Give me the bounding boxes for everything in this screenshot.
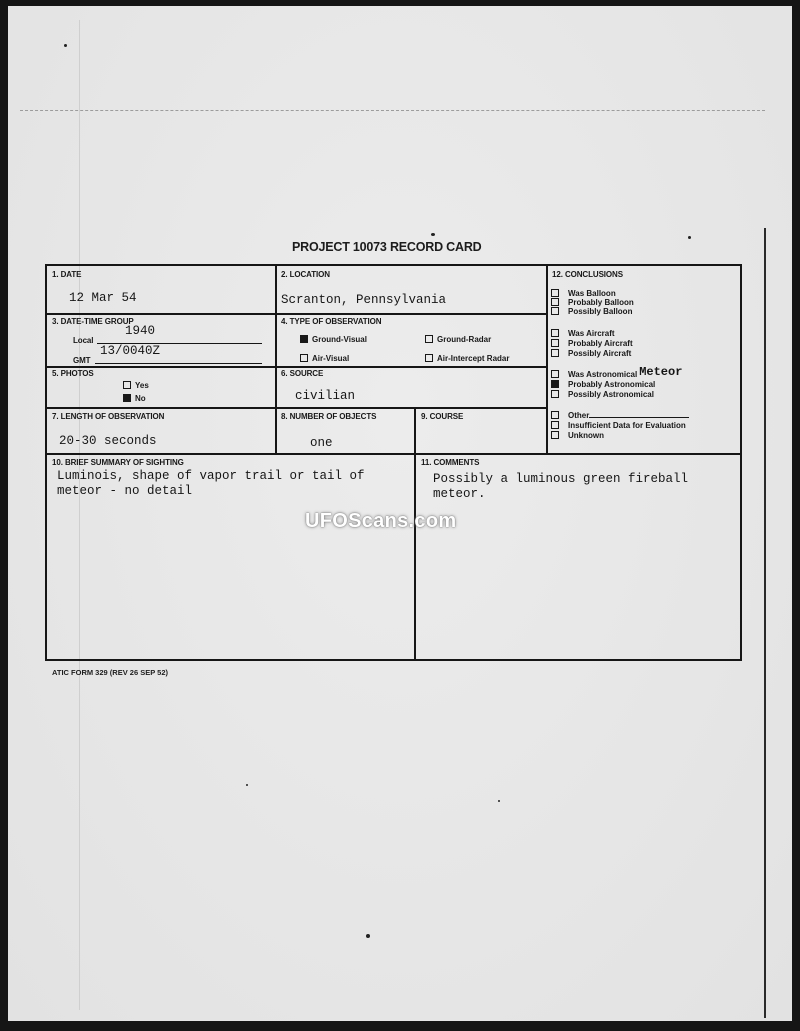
scan-speck (688, 236, 691, 239)
checkbox-icon (123, 381, 131, 389)
dtg-local-label: Local (73, 336, 94, 345)
option-air-visual: Air-Visual (300, 354, 349, 363)
summary-line-1: Luminois, shape of vapor trail or tail of (57, 469, 365, 483)
comments-line-1: Possibly a luminous green fireball (433, 472, 689, 486)
scan-speck (498, 800, 500, 802)
conclusion-probably-astronomical: Probably Astronomical (551, 380, 655, 389)
watermark: UFOScans.com (305, 510, 457, 532)
checkbox-icon (300, 354, 308, 362)
photos-label: 5. PHOTOS (52, 369, 94, 378)
comments-line-2: meteor. (433, 487, 486, 501)
checkbox-icon (551, 349, 559, 357)
dtg-gmt-value: 13/0040Z (100, 344, 161, 358)
objects-label: 8. NUMBER OF OBJECTS (281, 412, 377, 421)
form-id: ATIC FORM 329 (REV 26 SEP 52) (52, 668, 169, 677)
option-ground-radar: Ground-Radar (425, 335, 491, 344)
length-value: 20-30 seconds (59, 434, 157, 448)
checkbox-icon (551, 329, 559, 337)
checkbox-checked-icon (300, 335, 308, 343)
checkbox-icon (425, 354, 433, 362)
conclusion-possibly-balloon: Possibly Balloon (551, 307, 632, 316)
checkbox-checked-icon (123, 394, 131, 402)
date-label: 1. DATE (52, 270, 82, 279)
checkbox-icon (551, 289, 559, 297)
astro-annotation: Meteor (639, 365, 683, 379)
objects-value: one (310, 436, 333, 450)
course-label: 9. COURSE (421, 412, 464, 421)
conclusion-was-astronomical: Was Astronomical Meteor (551, 370, 680, 379)
checkbox-icon (551, 421, 559, 429)
scan-speck (64, 44, 67, 47)
conclusion-was-balloon: Was Balloon (551, 289, 616, 298)
option-air-intercept-radar: Air-Intercept Radar (425, 354, 509, 363)
dtg-local-value: 1940 (125, 324, 156, 338)
length-label: 7. LENGTH OF OBSERVATION (52, 412, 165, 421)
option-ground-visual: Ground-Visual (300, 335, 367, 344)
location-label: 2. LOCATION (281, 270, 330, 279)
conclusion-possibly-astronomical: Possibly Astronomical (551, 390, 654, 399)
scan-speck (431, 233, 435, 236)
checkbox-icon (551, 431, 559, 439)
comments-label: 11. COMMENTS (421, 458, 480, 467)
checkbox-icon (551, 390, 559, 398)
conclusion-probably-balloon: Probably Balloon (551, 298, 634, 307)
conclusion-insufficient-data: Insufficient Data for Evaluation (551, 421, 686, 430)
checkbox-icon (551, 370, 559, 378)
conclusion-other: Other (551, 411, 689, 420)
conclusion-possibly-aircraft: Possibly Aircraft (551, 349, 631, 358)
record-card (45, 264, 742, 661)
checkbox-icon (425, 335, 433, 343)
conclusion-probably-aircraft: Probably Aircraft (551, 339, 633, 348)
card-title: PROJECT 10073 RECORD CARD (292, 240, 482, 254)
scan-speck (246, 784, 248, 786)
type-obs-label: 4. TYPE OF OBSERVATION (281, 317, 382, 326)
date-value: 12 Mar 54 (69, 291, 137, 305)
checkbox-checked-icon (551, 380, 559, 388)
page-crease-line (20, 110, 765, 111)
dtg-label: 3. DATE-TIME GROUP (52, 317, 134, 326)
conclusion-was-aircraft: Was Aircraft (551, 329, 615, 338)
summary-line-2: meteor - no detail (57, 484, 193, 498)
dtg-gmt-label: GMT (73, 356, 91, 365)
location-value: Scranton, Pennsylvania (281, 293, 447, 307)
checkbox-icon (551, 411, 559, 419)
scan-speck (366, 934, 370, 938)
source-value: civilian (295, 389, 356, 403)
checkbox-icon (551, 339, 559, 347)
conclusion-unknown: Unknown (551, 431, 604, 440)
source-label: 6. SOURCE (281, 369, 324, 378)
conclusions-label: 12. CONCLUSIONS (552, 270, 623, 279)
photos-option-yes: Yes (123, 381, 149, 390)
checkbox-icon (551, 307, 559, 315)
summary-label: 10. BRIEF SUMMARY OF SIGHTING (52, 458, 184, 467)
checkbox-icon (551, 298, 559, 306)
right-border-line (764, 228, 766, 1018)
photos-option-no: No (123, 394, 146, 403)
